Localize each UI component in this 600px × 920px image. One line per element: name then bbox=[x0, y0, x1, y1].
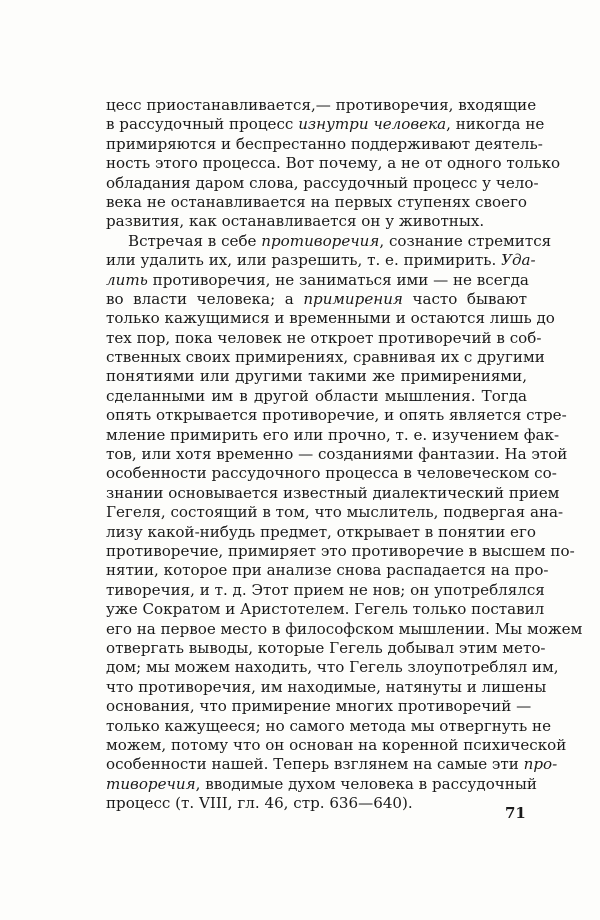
text-segment: отвергать выводы, которые Гегель добывал этим мето- bbox=[106, 638, 546, 657]
text-segment: века не останавливается на первых ступенях своего bbox=[106, 192, 527, 211]
text-line bbox=[106, 445, 568, 464]
text-segment: , вводимые духом человека в рассудочный bbox=[195, 774, 537, 793]
text-segment: тиворечия, и т. д. Этот прием не нов; он употреблялся bbox=[106, 580, 545, 599]
text-line bbox=[106, 697, 532, 716]
text-line bbox=[106, 735, 567, 755]
text-segment: особенности рассудочного процесса в человеческом со- bbox=[106, 464, 557, 483]
text-segment: его на первое место в философском мышлении. Мы можем bbox=[106, 619, 583, 638]
text-segment: во власти человека; а bbox=[106, 289, 304, 308]
text-segment: ность этого процесса. Вот почему, а не от одного только bbox=[106, 154, 561, 173]
text-line bbox=[106, 600, 545, 619]
text-line bbox=[106, 619, 583, 639]
text-segment: дом; мы можем находить, что Гегель злоупотреблял им, bbox=[106, 658, 559, 677]
text-segment: цесс приостанавливается,— противоречия, входящие bbox=[106, 96, 537, 114]
text-line bbox=[106, 290, 527, 309]
text-segment: обладания даром слова, рассудочный процесс у чело- bbox=[106, 173, 539, 192]
text-segment: или удалить их, или разрешить, т. е. примирить. bbox=[106, 251, 502, 270]
text-line bbox=[106, 483, 560, 503]
text-segment: противоречие, примиряет это противоречие в высшем по- bbox=[106, 541, 575, 560]
text-line bbox=[106, 387, 527, 406]
text-line bbox=[106, 367, 527, 386]
body-text bbox=[106, 96, 583, 813]
text-line bbox=[106, 173, 539, 193]
text-line bbox=[106, 309, 555, 328]
text-line bbox=[106, 541, 575, 561]
italic-text: лить bbox=[106, 270, 148, 289]
text-segment: процесс (т. VIII, гл. 46, стр. 636—640). bbox=[106, 794, 413, 813]
text-segment: примиряются и беспрестанно поддерживают деятель- bbox=[106, 134, 543, 153]
text-segment: развития, как останавливается он у животных. bbox=[106, 212, 485, 231]
text-line bbox=[106, 716, 552, 736]
text-line bbox=[106, 464, 557, 483]
text-line bbox=[106, 425, 560, 445]
text-line bbox=[106, 154, 561, 173]
italic-text: примирения bbox=[303, 289, 403, 308]
text-line bbox=[106, 134, 543, 154]
text-line bbox=[106, 677, 547, 697]
text-segment: Встречая в себе bbox=[128, 231, 262, 250]
italic-text: противоречия bbox=[261, 231, 380, 250]
text-line bbox=[106, 348, 545, 367]
text-segment: мление примирить его или прочно, т. е. изучением фак- bbox=[106, 425, 560, 444]
text-line bbox=[106, 231, 552, 251]
paragraph bbox=[106, 96, 561, 232]
page-number: 71 bbox=[505, 804, 526, 822]
text-line bbox=[106, 774, 537, 794]
text-line bbox=[106, 251, 536, 270]
text-segment: можем, потому что он основан на коренной психической bbox=[106, 735, 567, 754]
paragraph bbox=[106, 231, 583, 814]
italic-text: тиворечия bbox=[106, 774, 196, 793]
text-line bbox=[106, 561, 549, 580]
text-segment: ственных своих примирениях, сравнивая их с другими bbox=[106, 348, 545, 367]
text-line bbox=[106, 522, 536, 542]
text-line bbox=[106, 212, 527, 231]
text-segment: нятии, которое при анализе снова распадается на про- bbox=[106, 561, 549, 580]
text-line bbox=[106, 503, 564, 522]
text-segment: только кажущееся; но самого метода мы отвергнуть не bbox=[106, 716, 552, 735]
text-line bbox=[106, 580, 545, 600]
text-segment: в рассудочный процесс bbox=[106, 115, 299, 134]
text-line bbox=[106, 193, 527, 212]
text-segment: знании основывается известный диалектический прием bbox=[106, 483, 560, 502]
text-segment: только кажущимися и временными и остаются лишь до bbox=[106, 309, 555, 328]
text-segment: часто бывают bbox=[402, 289, 527, 308]
text-segment: тех пор, пока человек не откроет противоречий в соб- bbox=[106, 328, 542, 347]
text-line bbox=[106, 96, 537, 115]
text-segment: уже Сократом и Аристотелем. Гегель только поставил bbox=[106, 600, 545, 619]
text-line bbox=[106, 115, 545, 134]
text-line bbox=[106, 794, 527, 813]
text-line bbox=[106, 755, 558, 774]
text-segment: сделанными им в другой области мышления. Тогда bbox=[106, 386, 527, 405]
text-line bbox=[106, 406, 567, 425]
text-segment: , никогда не bbox=[446, 115, 545, 134]
text-segment: что противоречия, им находимые, натянуты и лишены bbox=[106, 677, 547, 696]
text-line bbox=[106, 638, 546, 658]
italic-text: Уда- bbox=[501, 251, 536, 270]
italic-text: про- bbox=[523, 755, 558, 774]
text-segment: противоречия, не заниматься ими — не всегда bbox=[147, 270, 529, 289]
text-segment: опять открывается противоречие, и опять является стре- bbox=[106, 406, 567, 425]
text-line bbox=[106, 328, 542, 348]
text-segment: понятиями или другими такими же примирениями, bbox=[106, 367, 527, 386]
text-segment: тов, или хотя временно — созданиями фантазии. На этой bbox=[106, 445, 568, 464]
text-line bbox=[106, 271, 527, 290]
text-segment: лизу какой-нибудь предмет, открывает в понятии его bbox=[106, 522, 536, 541]
text-segment: , сознание стремится bbox=[379, 231, 552, 250]
text-segment: особенности нашей. Теперь взглянем на самые эти bbox=[106, 755, 524, 774]
text-segment: Гегеля, состоящий в том, что мыслитель, подвергая ана- bbox=[106, 503, 564, 522]
text-segment: основания, что примирение многих противоречий — bbox=[106, 697, 532, 716]
text-line bbox=[106, 658, 559, 677]
italic-text: изнутри человека bbox=[298, 115, 447, 134]
